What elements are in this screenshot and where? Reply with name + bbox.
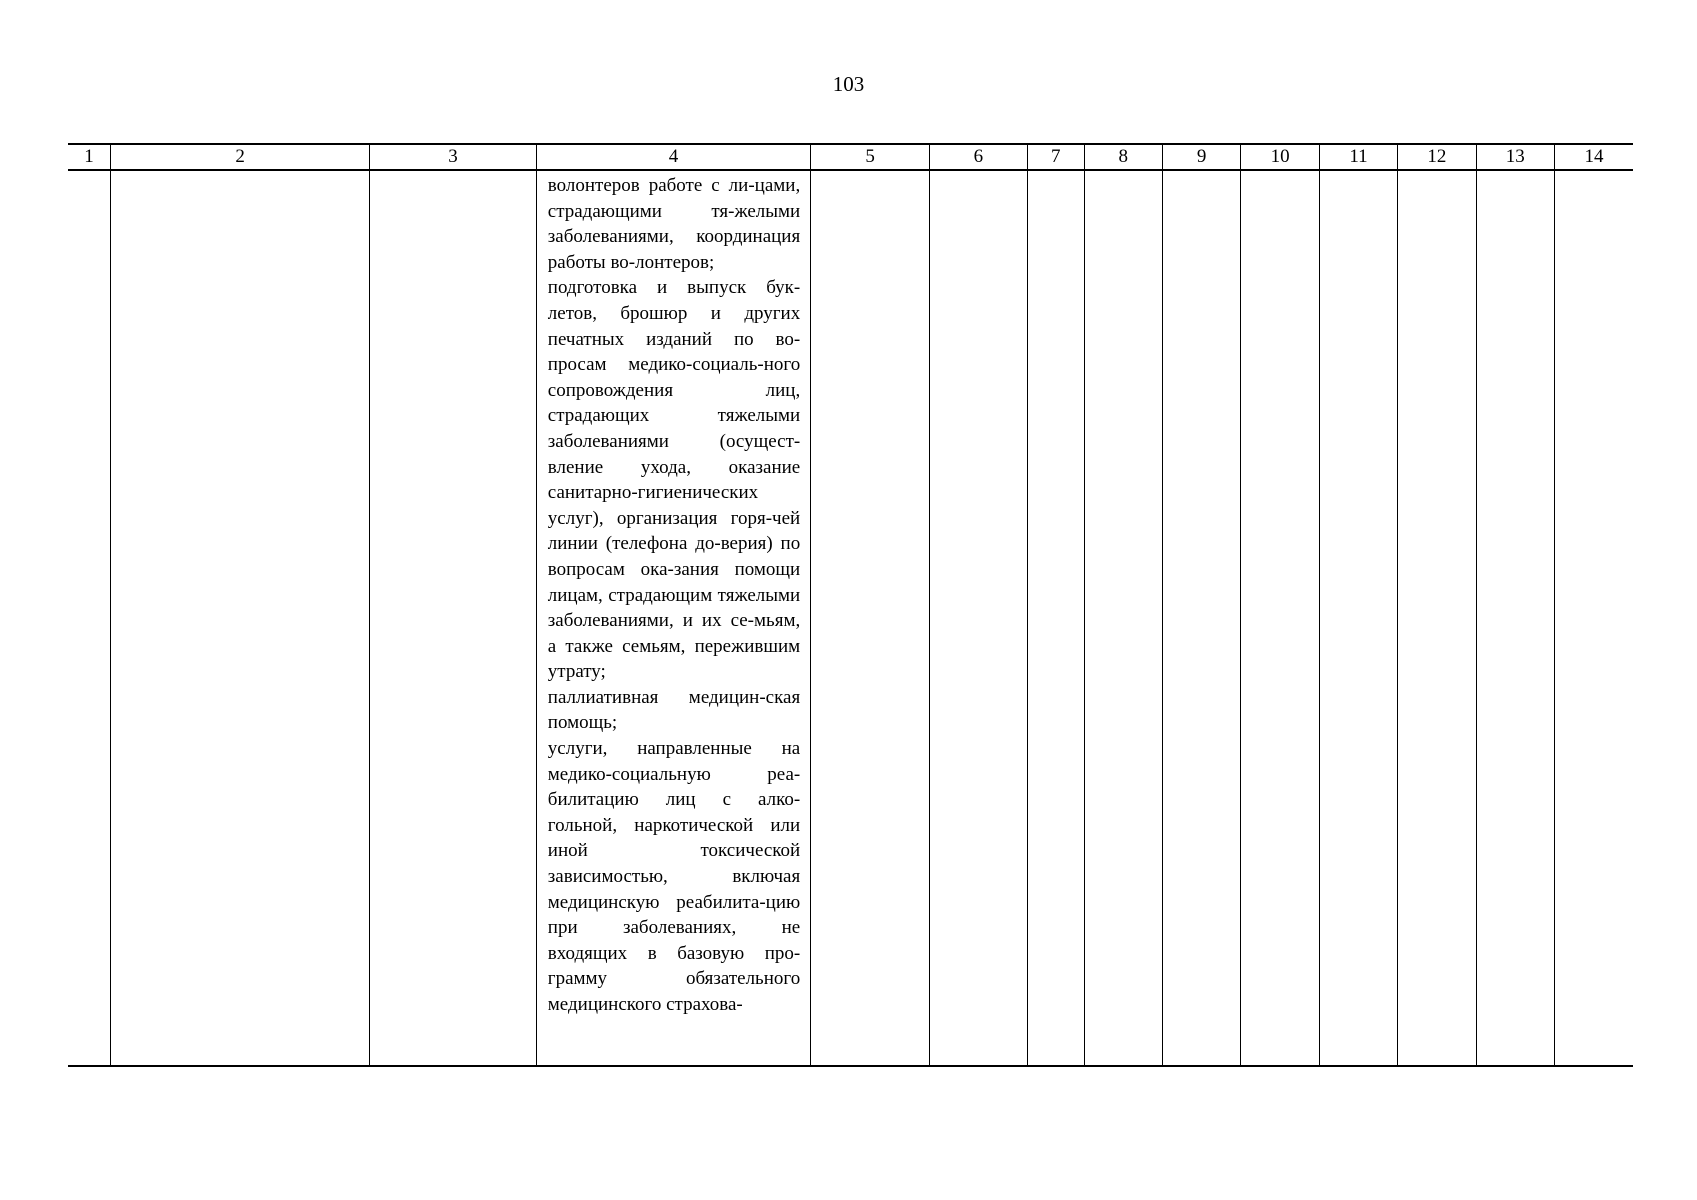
column-header-2: 2 <box>110 144 369 170</box>
table-cell-col-9 <box>1162 170 1240 1066</box>
column-header-5: 5 <box>811 144 930 170</box>
column-header-14: 14 <box>1555 144 1634 170</box>
table-cell-col-14 <box>1555 170 1634 1066</box>
table-row <box>68 170 1633 1066</box>
table-cell-col-6 <box>929 170 1027 1066</box>
table-cell-col-1 <box>68 170 110 1066</box>
table-cell-col-11 <box>1319 170 1397 1066</box>
column-header-9: 9 <box>1162 144 1240 170</box>
column-header-13: 13 <box>1476 144 1554 170</box>
paragraph-booklets: подготовка и выпуск бук-летов, брошюр и других печатных изданий по во-просам медико-социаль-ного сопровождения лиц, страдающих тяжелыми заболеваниями (осущест-вление ухода, оказание санитарно-гигиенических услуг), организация горя-чей линии (телефона до-верия) по вопросам ока-зания помощи лицам, страдающим тяжелыми заболеваниями, и их се-мьям, а также семьям, пережившим утрату; <box>547 277 801 683</box>
column-header-12: 12 <box>1398 144 1476 170</box>
table-cell-col-7 <box>1027 170 1084 1066</box>
column-header-10: 10 <box>1241 144 1319 170</box>
table-header-row <box>68 144 1633 170</box>
table-cell-col-2 <box>110 170 369 1066</box>
column-header-4: 4 <box>536 144 810 170</box>
column-header-1: 1 <box>68 144 110 170</box>
column-header-6: 6 <box>929 144 1027 170</box>
paragraph-volunteers: волонтеров работе с ли-цами, страдающими тя-желыми заболеваниями, координация работы во-лонтеров; <box>547 175 801 273</box>
table-cell-col-3 <box>370 170 537 1066</box>
paragraph-rehabilitation: услуги, направленные на медико-социальную реа-билитацию лиц с алко-гольной, наркотической или иной токсической зависимостью, включая медицинскую реабилита-цию при заболеваниях, не входящих в базовую про-грамму обязательного медицинского страхова- <box>547 738 801 1015</box>
table-cell-col-13 <box>1476 170 1554 1066</box>
services-description <box>537 171 810 1018</box>
paragraph-palliative: паллиативная медицин-ская помощь; <box>547 686 801 734</box>
column-header-11: 11 <box>1319 144 1397 170</box>
column-header-8: 8 <box>1084 144 1162 170</box>
table-cell-col-8 <box>1084 170 1162 1066</box>
table-cell-col-5 <box>811 170 930 1066</box>
table-cell-col-10 <box>1241 170 1319 1066</box>
column-header-7: 7 <box>1027 144 1084 170</box>
data-table <box>68 143 1633 1067</box>
page-number: 103 <box>832 72 865 96</box>
table-cell-col-4 <box>536 170 810 1066</box>
column-header-3: 3 <box>370 144 537 170</box>
table-cell-col-12 <box>1398 170 1476 1066</box>
